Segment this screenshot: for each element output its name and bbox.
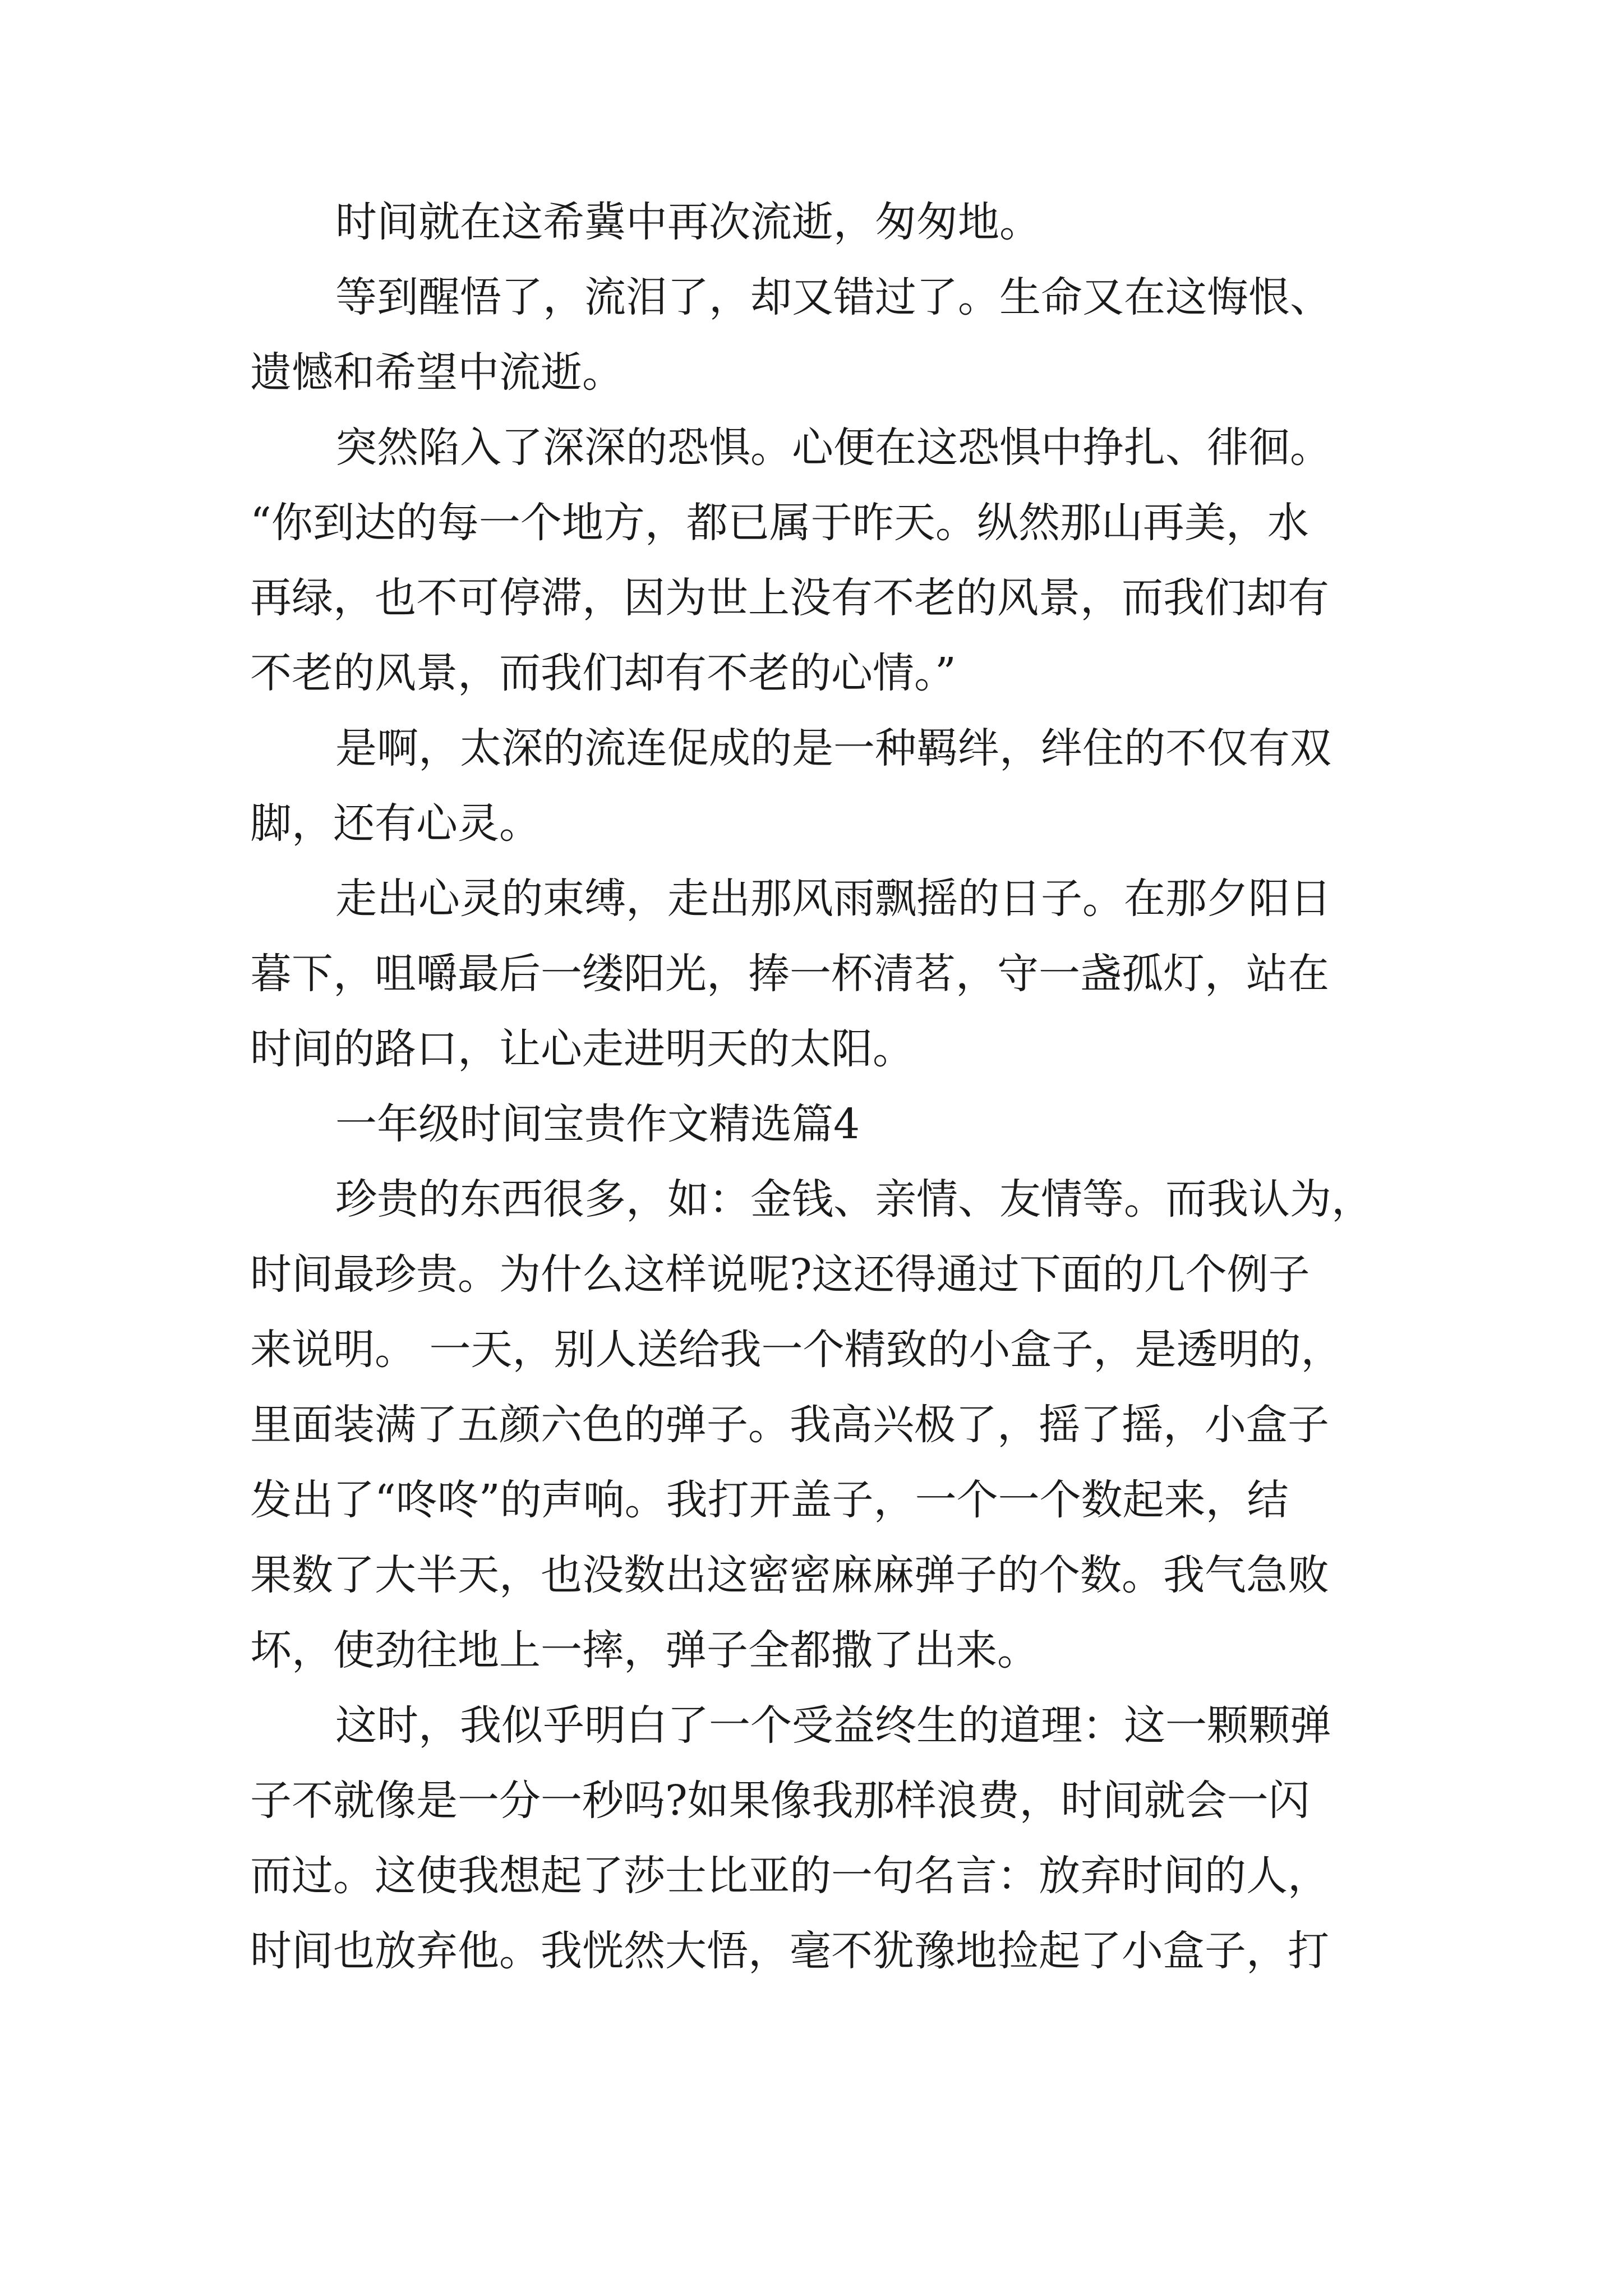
text-line: 脚，还有心灵。 — [250, 799, 541, 848]
text-line: 来说明。 一天，别人送给我一个精致的小盒子，是透明的， — [250, 1326, 1343, 1374]
text-line: 等到醒悟了，流泪了，却又错过了。生命又在这悔恨、 — [335, 273, 1331, 321]
text-line: 时间也放弃他。我恍然大悟，毫不犹豫地捡起了小盒子，打 — [250, 1927, 1329, 1975]
text-line: 暮下，咀嚼最后一缕阳光，捧一杯清茗，守一盏孤灯，站在 — [250, 950, 1329, 998]
text-line: 突然陷入了深深的恐惧。心便在这恐惧中挣扎、徘徊。 — [335, 424, 1331, 472]
text-line: 发出了“咚咚”的声响。我打开盖子，一个一个数起来，结 — [250, 1476, 1289, 1524]
text-line: 坏，使劲往地上一摔，弹子全都撒了出来。 — [250, 1626, 1039, 1674]
text-line: 走出心灵的束缚，走出那风雨飘摇的日子。在那夕阳日 — [335, 875, 1331, 923]
text-line: 时间最珍贵。为什么这样说呢?这还得通过下面的几个例子 — [250, 1250, 1310, 1299]
text-line: 果数了大半天，也没数出这密密麻麻弹子的个数。我气急败 — [250, 1551, 1329, 1599]
text-line: 再绿，也不可停滞，因为世上没有不老的风景，而我们却有 — [250, 574, 1329, 622]
text-line: “你到达的每一个地方，都已属于昨天。纵然那山再美，水 — [250, 499, 1309, 547]
text-line: 是啊，太深的流连促成的是一种羁绊，绊住的不仅有双 — [335, 724, 1331, 772]
text-line: 子不就像是一分一秒吗?如果像我那样浪费，时间就会一闪 — [250, 1777, 1310, 1825]
text-line: 而过。这使我想起了莎士比亚的一句名言：放弃时间的人， — [250, 1852, 1329, 1900]
text-line: 不老的风景，而我们却有不老的心情。” — [250, 649, 956, 697]
text-line: 遗憾和希望中流逝。 — [250, 348, 624, 397]
text-line: 时间的路口，让心走进明天的太阳。 — [250, 1025, 914, 1073]
text-line: 时间就在这希冀中再次流逝，匆匆地。 — [335, 198, 1041, 246]
text-line: 这时，我似乎明白了一个受益终生的道理：这一颗颗弹 — [335, 1701, 1331, 1750]
text-line: 珍贵的东西很多，如：金钱、亲情、友情等。而我认为， — [335, 1175, 1373, 1223]
text-line: 里面装满了五颜六色的弹子。我高兴极了，摇了摇，小盒子 — [250, 1401, 1329, 1449]
section-heading: 一年级时间宝贵作文精选篇4 — [335, 1100, 860, 1148]
